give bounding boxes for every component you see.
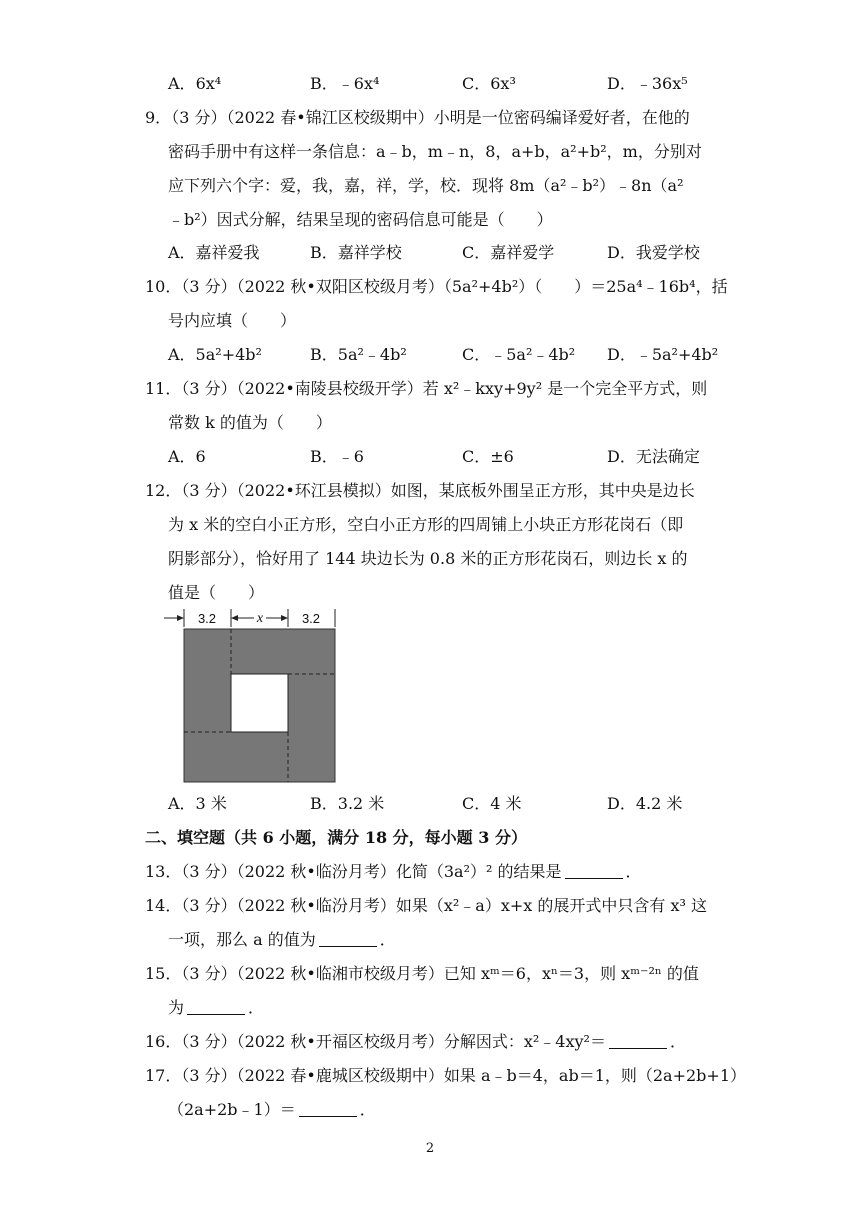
q9-line-2: 密码手册中有这样一条信息：a﹣b，m﹣n，8，a+b，a²+b²，m，分别对: [168, 142, 702, 161]
q13-line: 13．（3 分）（2022 秋•临汾月考）化简（3a²）² 的结果是 ．: [145, 862, 642, 881]
fig-mid-dim: x: [256, 611, 264, 626]
q10-line-2: 号内应填（ ）: [168, 311, 297, 330]
q9-line-1: 9．（3 分）（2022 春•锦江区校级期中）小明是一位密码编译爱好者，在他的: [145, 108, 690, 127]
page-number: 2: [425, 1141, 435, 1156]
q13-blank: [565, 864, 623, 879]
q8-option-c: C．6x³: [462, 74, 516, 93]
q12-option-c: C．4 米: [462, 794, 522, 813]
q9-line-4: ﹣b²）因式分解，结果呈现的密码信息可能是（ ）: [168, 210, 553, 229]
q16-blank: [609, 1034, 667, 1049]
q17-line-1: 17．（3 分）（2022 春•鹿城区校级期中）如果 a﹣b＝4，ab＝1，则（2a+2b+1）: [145, 1066, 747, 1085]
q9-option-b: B．嘉祥学校: [310, 243, 402, 262]
q9-option-c: C．嘉祥爱学: [462, 243, 555, 262]
q17-blank: [299, 1102, 357, 1117]
q8-option-b: B．﹣6x⁴: [310, 74, 380, 93]
q9-option-d: D．我爱学校: [607, 243, 700, 262]
q11-option-c: C．±6: [462, 447, 514, 466]
q14-blank: [319, 932, 377, 947]
q14-line-2: 一项，那么 a 的值为 ．: [168, 930, 396, 949]
q14-line-1: 14．（3 分）（2022 秋•临汾月考）如果（x²﹣a）x+x 的展开式中只含有 x³ 这: [145, 896, 707, 915]
q12-option-b: B．3.2 米: [310, 794, 385, 813]
q12-option-a: A．3 米: [168, 794, 227, 813]
section-heading: 二、填空题（共 6 小题，满分 18 分，每小题 3 分）: [145, 828, 527, 847]
q15-blank: [187, 1000, 245, 1015]
q17-line-2: （2a+2b﹣1）＝ ．: [168, 1100, 376, 1119]
fig-left-dim: 3.2: [197, 611, 217, 626]
q11-line-2: 常数 k 的值为（ ）: [168, 413, 332, 432]
q11-option-b: B．﹣6: [310, 447, 364, 466]
q15-line-2: 为 ．: [168, 998, 265, 1017]
q8-option-a: A．6x⁴: [168, 74, 222, 93]
q12-option-d: D．4.2 米: [607, 794, 683, 813]
q9-line-3: 应下列六个字：爱，我，嘉，祥，学，校．现将 8m（a²﹣b²）﹣8n（a²: [168, 176, 684, 195]
q10-option-d: D．﹣5a²+4b²: [607, 345, 719, 364]
q12-line-3: 阴影部分），恰好用了 144 块边长为 0.8 米的正方形花岗石，则边长 x 的: [168, 549, 688, 568]
q12-figure: [160, 605, 360, 787]
q10-option-b: B．5a²﹣4b²: [310, 345, 407, 364]
q11-option-a: A．6: [168, 447, 206, 466]
q10-option-c: C．﹣5a²﹣4b²: [462, 345, 576, 364]
q9-option-a: A．嘉祥爱我: [168, 243, 260, 262]
q11-line-1: 11．（3 分）（2022•南陵县校级开学）若 x²﹣kxy+9y² 是一个完全平方式，则: [145, 379, 708, 398]
q8-option-d: D．﹣36x⁵: [607, 74, 688, 93]
q10-line-1: 10．（3 分）（2022 秋•双阳区校级月考）（5a²+4b²）（ ）＝25a⁴﹣16b⁴，括: [145, 277, 728, 296]
q10-option-a: A．5a²+4b²: [168, 345, 262, 364]
fig-right-dim: 3.2: [301, 611, 321, 626]
q16-line: 16．（3 分）（2022 秋•开福区校级月考）分解因式：x²﹣4xy²＝ ．: [145, 1032, 686, 1051]
q12-line-1: 12．（3 分）（2022•环江县模拟）如图，某底板外围呈正方形，其中央是边长: [145, 481, 695, 500]
q12-line-2: 为 x 米的空白小正方形，空白小正方形的四周铺上小块正方形花岗石（即: [168, 515, 684, 534]
q11-option-d: D．无法确定: [607, 447, 700, 466]
q12-line-4: 值是（ ）: [168, 583, 265, 602]
q15-line-1: 15．（3 分）（2022 秋•临湘市校级月考）已知 xᵐ＝6，xⁿ＝3，则 xᵐ⁻²ⁿ 的值: [145, 964, 699, 983]
